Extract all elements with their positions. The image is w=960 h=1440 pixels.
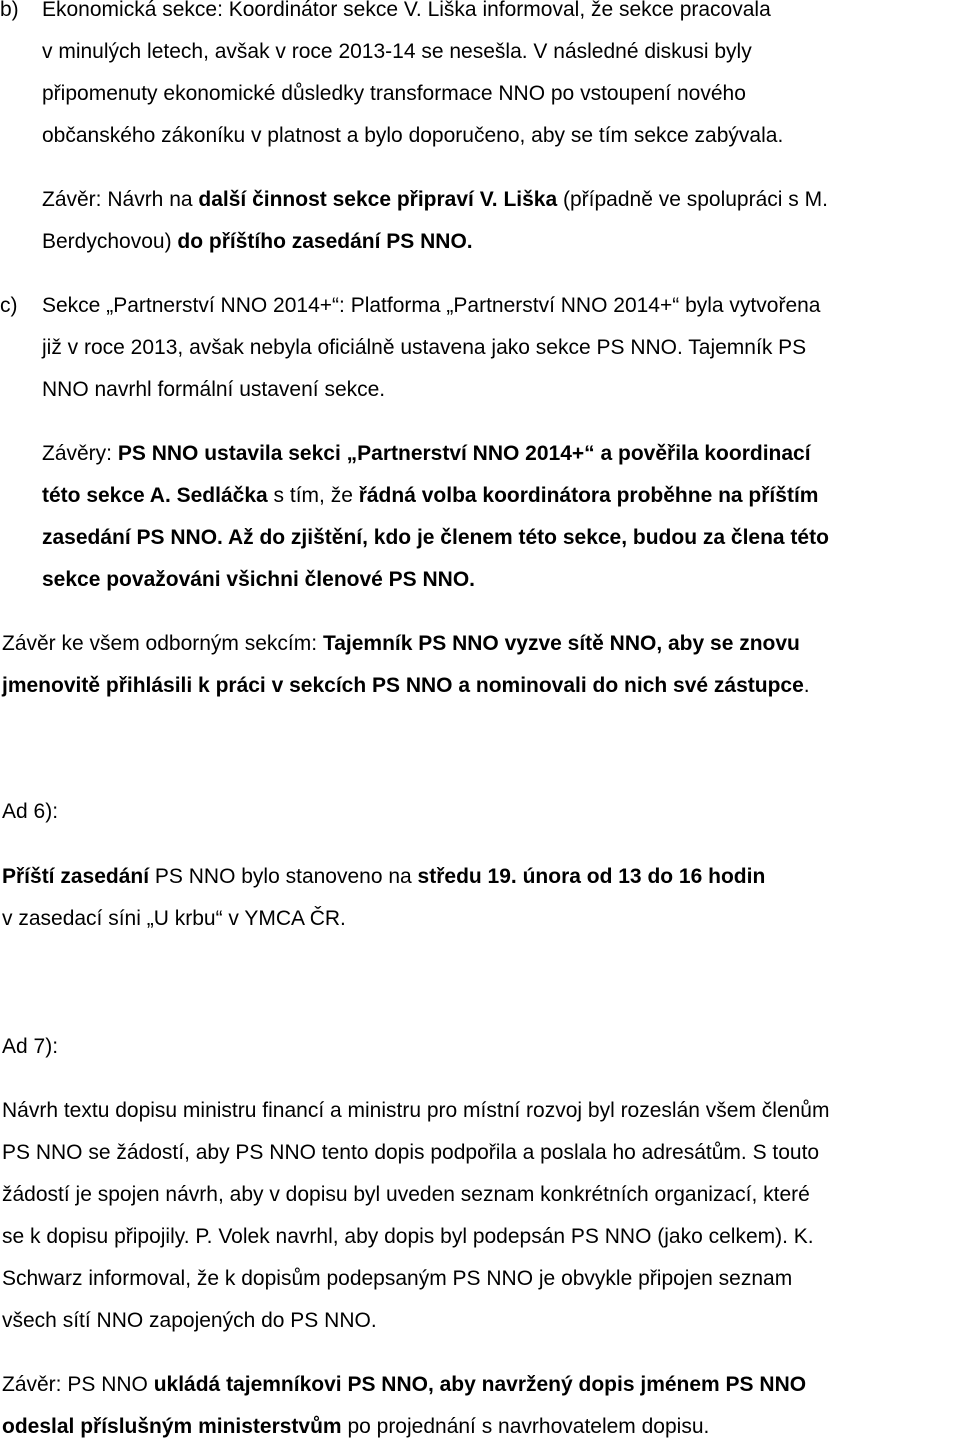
bold-text: odeslal příslušným ministerstvům [2,1415,342,1438]
agenda-item-6-line-1 [2,864,765,890]
text: Berdychovou) [42,230,178,253]
bold-text: do příštího zasedání PS NNO. [177,230,473,253]
agenda-item-7-heading: Ad 7): [2,1035,59,1058]
text: Závěr: PS NNO [2,1373,154,1396]
section-c-conclusion-line-2 [42,483,818,509]
bold-text: Příští zasedání [2,865,150,888]
agenda-item-7-conclusion-line-1 [2,1372,806,1398]
text: po projednání s navrhovatelem dopisu. [341,1415,710,1438]
section-b-conclusion-line-2 [42,229,473,255]
agenda-item-7-line-1: Návrh textu dopisu ministru financí a ministru pro místní rozvoj byl rozeslán všem členům [2,1099,830,1122]
section-c-line-1: Sekce „Partnerství NNO 2014+“: Platforma „Partnerství NNO 2014+“ byla vytvořena [42,294,821,317]
bold-text: PS NNO ustavila sekci „Partnerství NNO 2014+“ a pověřila koordinací [117,442,811,465]
all-sections-conclusion-line-2 [2,673,810,699]
text: Závěry: [42,442,118,465]
text: Závěr ke všem odborným sekcím: [2,632,323,655]
text: (případně ve spolupráci s M. [557,188,828,211]
section-c-conclusion-line-1 [42,441,811,467]
bold-text: jmenovitě přihlásili k práci v sekcích PS NNO a nominovali do nich své zástupce [2,674,804,697]
bold-text: sekce považováni všichni členové PS NNO. [42,568,476,591]
section-b-conclusion-line-1 [42,187,828,213]
text: s tím, že [267,484,359,507]
section-c-line-2: již v roce 2013, avšak nebyla oficiálně ustavena jako sekce PS NNO. Tajemník PS [42,336,807,359]
all-sections-conclusion-line-1 [2,631,800,657]
agenda-item-7-line-2: PS NNO se žádostí, aby PS NNO tento dopis podpořila a poslala ho adresátům. S touto [2,1141,820,1164]
agenda-item-6-heading: Ad 6): [2,800,59,823]
bold-text: řádná volba koordinátora proběhne na příštím [358,484,819,507]
section-c-conclusion-line-3 [42,525,829,551]
section-b-line-2: v minulých letech, avšak v roce 2013-14 se nesešla. V následné diskusi byly [42,40,752,63]
section-b-line-1: Ekonomická sekce: Koordinátor sekce V. Liška informoval, že sekce pracovala [42,0,771,21]
section-c-conclusion-line-4 [42,567,475,593]
section-c-label: c) [0,294,18,317]
section-b-label: b) [0,0,19,21]
text: . [803,674,810,697]
agenda-item-7-line-4: se k dopisu připojily. P. Volek navrhl, aby dopis byl podepsán PS NNO (jako celkem). K. [2,1225,814,1248]
section-c-line-3: NNO navrhl formální ustavení sekce. [42,378,386,401]
bold-text: ukládá tajemníkovi PS NNO, aby navržený dopis jménem PS NNO [153,1373,807,1396]
section-b-line-4: občanského zákoníku v platnost a bylo doporučeno, aby se tím sekce zabývala. [42,124,784,147]
agenda-item-7-line-5: Schwarz informoval, že k dopisům podepsaným PS NNO je obvykle připojen seznam [2,1267,793,1290]
agenda-item-7-conclusion-line-2 [2,1414,709,1440]
agenda-item-6-line-2: v zasedací síni „U krbu“ v YMCA ČR. [2,907,346,930]
section-b-line-3: připomenuty ekonomické důsledky transformace NNO po vstoupení nového [42,82,746,105]
bold-text: středu 19. února od 13 do 16 hodin [417,865,766,888]
bold-text: zasedání PS NNO. Až do zjištění, kdo je členem této sekce, budou za člena této [42,526,829,549]
agenda-item-7-line-3: žádostí je spojen návrh, aby v dopisu byl uveden seznam konkrétních organizací, které [2,1183,810,1206]
bold-text: Tajemník PS NNO vyzve sítě NNO, aby se znovu [322,632,800,655]
text: Závěr: Návrh na [42,188,199,211]
text: PS NNO bylo stanoveno na [149,865,418,888]
bold-text: této sekce A. Sedláčka [42,484,268,507]
bold-text: další činnost sekce připraví V. Liška [198,188,558,211]
agenda-item-7-line-6: všech sítí NNO zapojených do PS NNO. [2,1309,377,1332]
